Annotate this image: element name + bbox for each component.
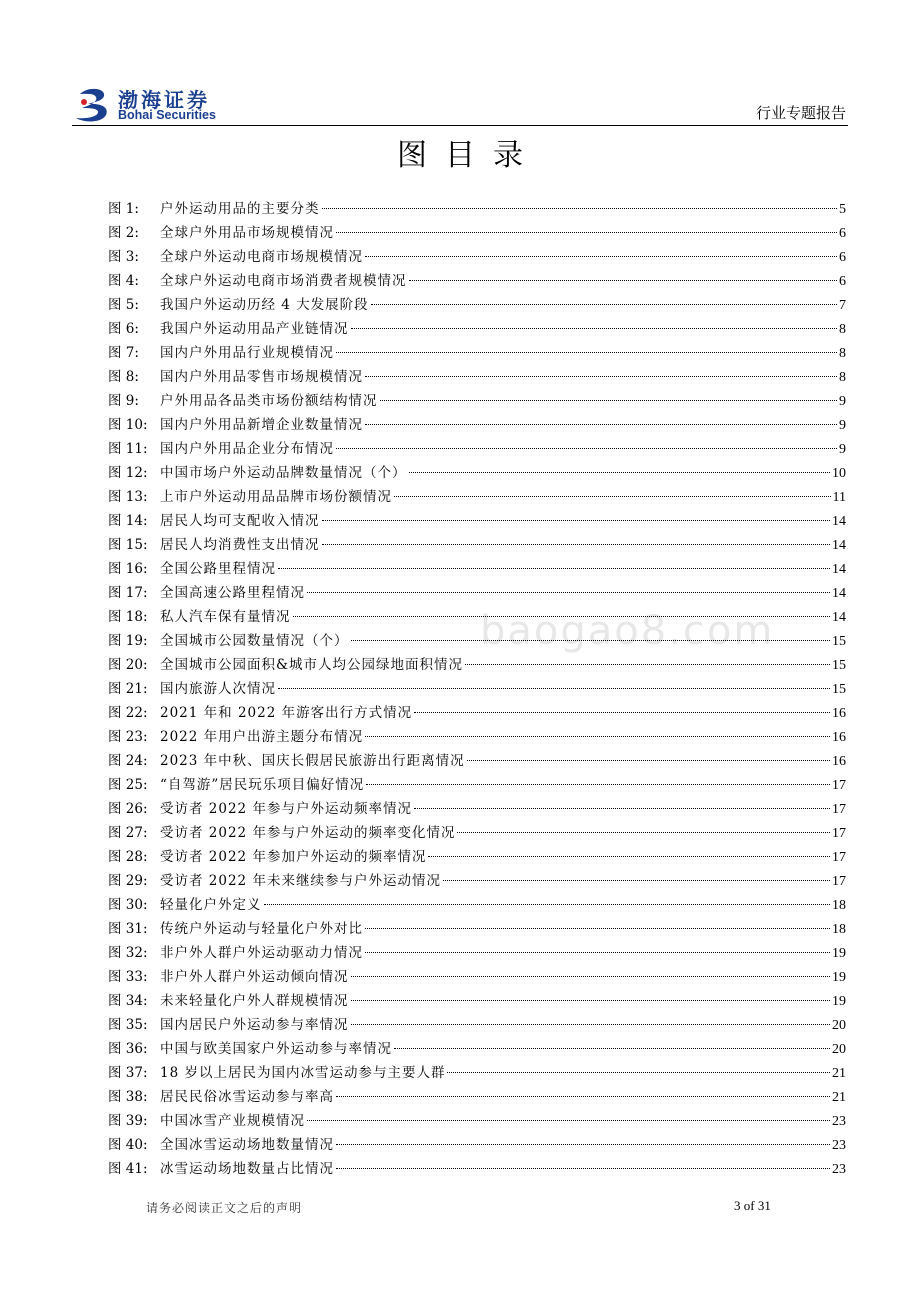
- toc-page-number: 14: [832, 514, 846, 529]
- toc-figure-number: 图 31:: [108, 921, 148, 937]
- toc-entry[interactable]: [108, 701, 846, 725]
- toc-leader-dots: [365, 736, 830, 737]
- toc-leader-dots: [278, 688, 830, 689]
- toc-entry[interactable]: [108, 893, 846, 917]
- toc-figure-number: 图 30:: [108, 897, 148, 913]
- toc-figure-number: 图 8:: [108, 369, 139, 385]
- toc-figure-number: 图 14:: [108, 513, 148, 529]
- toc-figure-title: 国内户外用品新增企业数量情况: [160, 417, 363, 433]
- toc-leader-dots: [365, 928, 830, 929]
- toc-entry[interactable]: [108, 821, 846, 845]
- toc-figure-title: 18 岁以上居民为国内冰雪运动参与主要人群: [160, 1065, 446, 1081]
- toc-figure-title: 传统户外运动与轻量化户外对比: [160, 921, 363, 937]
- toc-page-number: 15: [832, 658, 846, 673]
- toc-figure-title: 2022 年用户出游主题分布情况: [160, 729, 364, 745]
- header-divider: [72, 125, 848, 126]
- toc-entry[interactable]: [108, 317, 846, 341]
- toc-entry[interactable]: [108, 509, 846, 533]
- toc-page-number: 23: [832, 1138, 846, 1153]
- toc-entry[interactable]: [108, 365, 846, 389]
- toc-figure-number: 图 32:: [108, 945, 148, 961]
- toc-figure-number: 图 24:: [108, 753, 148, 769]
- toc-page-number: 16: [832, 730, 846, 745]
- toc-leader-dots: [336, 1096, 830, 1097]
- toc-leader-dots: [380, 400, 838, 401]
- toc-entry[interactable]: [108, 1085, 846, 1109]
- bohai-logo-icon: [74, 86, 114, 124]
- toc-leader-dots: [467, 760, 830, 761]
- toc-figure-title: 2021 年和 2022 年游客出行方式情况: [160, 705, 413, 721]
- toc-figure-number: 图 15:: [108, 537, 148, 553]
- toc-leader-dots: [336, 352, 837, 353]
- toc-entry[interactable]: [108, 341, 846, 365]
- toc-figure-title: 国内旅游人次情况: [160, 681, 276, 697]
- toc-entry[interactable]: [108, 413, 846, 437]
- toc-figure-title: 受访者 2022 年参与户外运动频率情况: [160, 801, 412, 817]
- report-type: 行业专题报告: [755, 104, 846, 122]
- toc-figure-number: 图 16:: [108, 561, 148, 577]
- toc-figure-number: 图 19:: [108, 633, 148, 649]
- toc-figure-title: 受访者 2022 年参与户外运动的频率变化情况: [160, 825, 456, 841]
- toc-page-number: 5: [839, 202, 846, 217]
- toc-entry[interactable]: [108, 797, 846, 821]
- toc-figure-number: 图 28:: [108, 849, 148, 865]
- toc-page-number: 8: [839, 370, 846, 385]
- toc-figure-number: 图 34:: [108, 993, 148, 1009]
- toc-figure-title: 冰雪运动场地数量占比情况: [160, 1161, 334, 1177]
- toc-page-number: 14: [832, 586, 846, 601]
- toc-figure-number: 图 33:: [108, 969, 148, 985]
- toc-leader-dots: [336, 1144, 830, 1145]
- toc-entry[interactable]: [108, 845, 846, 869]
- toc-figure-title: 我国户外运动历经 4 大发展阶段: [160, 297, 369, 313]
- toc-page-number: 8: [839, 322, 846, 337]
- toc-figure-number: 图 41:: [108, 1161, 148, 1177]
- toc-figure-number: 图 11:: [108, 441, 148, 457]
- toc-page-number: 9: [839, 394, 846, 409]
- toc-leader-dots: [351, 976, 831, 977]
- toc-page-number: 15: [832, 634, 846, 649]
- toc-entry[interactable]: [108, 581, 846, 605]
- toc-page-number: 19: [832, 994, 846, 1009]
- toc-leader-dots: [336, 232, 837, 233]
- toc-entry[interactable]: [108, 557, 846, 581]
- toc-figure-title: 全国城市公园数量情况（个）: [160, 633, 349, 649]
- toc-figure-number: 图 17:: [108, 585, 148, 601]
- toc-figure-number: 图 21:: [108, 681, 148, 697]
- toc-leader-dots: [293, 616, 831, 617]
- logo-english-name: Bohai Securities: [118, 108, 216, 122]
- toc-leader-dots: [371, 304, 837, 305]
- toc-leader-dots: [457, 832, 830, 833]
- toc-entry[interactable]: [108, 725, 846, 749]
- toc-entry[interactable]: [108, 485, 846, 509]
- toc-leader-dots: [428, 856, 830, 857]
- toc-entry[interactable]: [108, 1013, 846, 1037]
- toc-figure-title: 全国冰雪运动场地数量情况: [160, 1137, 334, 1153]
- toc-figure-number: 图 20:: [108, 657, 148, 673]
- toc-page-number: 8: [839, 346, 846, 361]
- toc-figure-title: 非户外人群户外运动倾向情况: [160, 969, 349, 985]
- page-header: [72, 80, 848, 128]
- toc-leader-dots: [322, 520, 831, 521]
- toc-leader-dots: [307, 1120, 830, 1121]
- toc-figure-number: 图 7:: [108, 345, 139, 361]
- toc-figure-title: 受访者 2022 年参加户外运动的频率情况: [160, 849, 427, 865]
- toc-entry[interactable]: [108, 629, 846, 653]
- page-title: 图目录: [397, 138, 541, 173]
- toc-entry[interactable]: [108, 677, 846, 701]
- toc-figure-title: 国内户外用品零售市场规模情况: [160, 369, 363, 385]
- toc-figure-number: 图 2:: [108, 225, 139, 241]
- toc-figure-title: 私人汽车保有量情况: [160, 609, 291, 625]
- toc-entry[interactable]: [108, 293, 846, 317]
- toc-figure-title: 居民民俗冰雪运动参与率高: [160, 1089, 334, 1105]
- toc-leader-dots: [322, 544, 831, 545]
- toc-figure-number: 图 26:: [108, 801, 148, 817]
- toc-entry[interactable]: [108, 989, 846, 1013]
- toc-page-number: 7: [839, 298, 846, 313]
- toc-figure-number: 图 23:: [108, 729, 148, 745]
- toc-entry[interactable]: [108, 749, 846, 773]
- toc-figure-title: 居民人均可支配收入情况: [160, 513, 320, 529]
- toc-figure-number: 图 18:: [108, 609, 148, 625]
- toc-leader-dots: [414, 712, 830, 713]
- page-number: 3 of 31: [734, 1198, 771, 1213]
- toc-figure-number: 图 39:: [108, 1113, 148, 1129]
- toc-figure-title: “自驾游”居民玩乐项目偏好情况: [160, 777, 365, 793]
- toc-figure-title: 未来轻量化户外人群规模情况: [160, 993, 349, 1009]
- toc-leader-dots: [465, 664, 830, 665]
- toc-page-number: 20: [832, 1018, 846, 1033]
- toc-leader-dots: [351, 640, 831, 641]
- toc-figure-title: 2023 年中秋、国庆长假居民旅游出行距离情况: [160, 753, 465, 769]
- toc-entry[interactable]: [108, 533, 846, 557]
- toc-page-number: 18: [832, 922, 846, 937]
- toc-page-number: 19: [832, 946, 846, 961]
- toc-leader-dots: [336, 448, 837, 449]
- toc-figure-number: 图 36:: [108, 1041, 148, 1057]
- toc-page-number: 15: [832, 682, 846, 697]
- toc-entry[interactable]: [108, 197, 846, 221]
- toc-figure-title: 全球户外运动电商市场消费者规模情况: [160, 273, 407, 289]
- toc-entry[interactable]: [108, 653, 846, 677]
- toc-page-number: 19: [832, 970, 846, 985]
- toc-figure-title: 国内户外用品行业规模情况: [160, 345, 334, 361]
- toc-page-number: 20: [832, 1042, 846, 1057]
- toc-page-number: 17: [832, 802, 846, 817]
- toc-figure-number: 图 27:: [108, 825, 148, 841]
- toc-entry[interactable]: [108, 245, 846, 269]
- toc-page-number: 23: [832, 1114, 846, 1129]
- toc-figure-number: 图 3:: [108, 249, 139, 265]
- toc-figure-number: 图 40:: [108, 1137, 148, 1153]
- toc-leader-dots: [447, 1072, 830, 1073]
- toc-figure-title: 全国公路里程情况: [160, 561, 276, 577]
- toc-entry[interactable]: [108, 269, 846, 293]
- toc-page-number: 14: [832, 562, 846, 577]
- toc-page-number: 6: [839, 226, 846, 241]
- toc-entry[interactable]: [108, 1037, 846, 1061]
- toc-figure-number: 图 35:: [108, 1017, 148, 1033]
- toc-leader-dots: [351, 1000, 831, 1001]
- toc-leader-dots: [365, 256, 837, 257]
- company-logo: [72, 80, 272, 128]
- toc-page-number: 14: [832, 610, 846, 625]
- toc-page-number: 11: [832, 490, 846, 505]
- toc-figure-title: 中国冰雪产业规模情况: [160, 1113, 305, 1129]
- toc-figure-number: 图 22:: [108, 705, 148, 721]
- toc-figure-title: 中国与欧美国家户外运动参与率情况: [160, 1041, 392, 1057]
- toc-figure-number: 图 25:: [108, 777, 148, 793]
- toc-entry[interactable]: [108, 461, 846, 485]
- toc-page-number: 17: [832, 874, 846, 889]
- toc-leader-dots: [322, 208, 838, 209]
- toc-page-number: 9: [839, 418, 846, 433]
- toc-figure-number: 图 5:: [108, 297, 139, 313]
- toc-entry[interactable]: [108, 221, 846, 245]
- toc-figure-title: 轻量化户外定义: [160, 897, 262, 913]
- toc-figure-number: 图 6:: [108, 321, 139, 337]
- toc-page-number: 10: [832, 466, 846, 481]
- toc-leader-dots: [307, 592, 830, 593]
- toc-leader-dots: [365, 952, 830, 953]
- toc-figure-title: 中国市场户外运动品牌数量情况（个）: [160, 465, 407, 481]
- toc-leader-dots: [366, 784, 830, 785]
- toc-figure-title: 全球户外用品市场规模情况: [160, 225, 334, 241]
- toc-figure-number: 图 4:: [108, 273, 139, 289]
- toc-figure-title: 全球户外运动电商市场规模情况: [160, 249, 363, 265]
- toc-leader-dots: [278, 568, 830, 569]
- toc-figure-number: 图 1:: [108, 201, 139, 217]
- toc-entry[interactable]: [108, 965, 846, 989]
- toc-page-number: 16: [832, 706, 846, 721]
- toc-page-number: 18: [832, 898, 846, 913]
- toc-figure-title: 非户外人群户外运动驱动力情况: [160, 945, 363, 961]
- toc-page-number: 6: [839, 250, 846, 265]
- toc-entry[interactable]: [108, 1109, 846, 1133]
- watermark: baogao8.com: [480, 608, 775, 654]
- toc-figure-title: 受访者 2022 年未来继续参与户外运动情况: [160, 873, 441, 889]
- toc-entry[interactable]: [108, 437, 846, 461]
- toc-page-number: 6: [839, 274, 846, 289]
- toc-leader-dots: [409, 472, 831, 473]
- toc-entry[interactable]: [108, 1157, 846, 1181]
- toc-page-number: 23: [832, 1162, 846, 1177]
- toc-figure-title: 国内居民户外运动参与率情况: [160, 1017, 349, 1033]
- toc-entry[interactable]: [108, 869, 846, 893]
- toc-figure-title: 户外运动用品的主要分类: [160, 201, 320, 217]
- toc-figure-number: 图 29:: [108, 873, 148, 889]
- logo-chinese-name: 渤海证券: [118, 88, 210, 112]
- toc-leader-dots: [394, 1048, 830, 1049]
- toc-leader-dots: [443, 880, 830, 881]
- toc-entry[interactable]: [108, 941, 846, 965]
- toc-page-number: 14: [832, 538, 846, 553]
- toc-entry[interactable]: [108, 605, 846, 629]
- toc-figure-title: 上市户外运动用品品牌市场份额情况: [160, 489, 392, 505]
- footer-disclaimer: 请务必阅读正文之后的声明: [146, 1201, 303, 1215]
- toc-leader-dots: [351, 1024, 831, 1025]
- toc-leader-dots: [409, 280, 838, 281]
- toc-leader-dots: [414, 808, 830, 809]
- toc-figure-title: 户外用品各品类市场份额结构情况: [160, 393, 378, 409]
- toc-entry[interactable]: [108, 917, 846, 941]
- toc-figure-number: 图 38:: [108, 1089, 148, 1105]
- toc-page-number: 17: [832, 778, 846, 793]
- toc-figure-title: 全国高速公路里程情况: [160, 585, 305, 601]
- toc-figure-title: 居民人均消费性支出情况: [160, 537, 320, 553]
- toc-page-number: 17: [832, 850, 846, 865]
- toc-leader-dots: [336, 1168, 830, 1169]
- toc-figure-title: 我国户外运动用品产业链情况: [160, 321, 349, 337]
- toc-page-number: 17: [832, 826, 846, 841]
- toc-entry[interactable]: [108, 773, 846, 797]
- toc-leader-dots: [394, 496, 831, 497]
- toc-figure-number: 图 9:: [108, 393, 139, 409]
- toc-entry[interactable]: [108, 1061, 846, 1085]
- toc-page-number: 21: [832, 1090, 846, 1105]
- figure-list: [108, 197, 846, 1181]
- toc-leader-dots: [365, 376, 837, 377]
- toc-page-number: 16: [832, 754, 846, 769]
- toc-figure-number: 图 10:: [108, 417, 148, 433]
- toc-figure-number: 图 13:: [108, 489, 148, 505]
- toc-leader-dots: [365, 424, 837, 425]
- toc-figure-title: 国内户外用品企业分布情况: [160, 441, 334, 457]
- toc-page-number: 9: [839, 442, 846, 457]
- toc-leader-dots: [351, 328, 838, 329]
- toc-entry[interactable]: [108, 1133, 846, 1157]
- toc-entry[interactable]: [108, 389, 846, 413]
- toc-page-number: 21: [832, 1066, 846, 1081]
- toc-leader-dots: [264, 904, 831, 905]
- toc-figure-title: 全国城市公园面积&城市人均公园绿地面积情况: [160, 657, 464, 673]
- toc-figure-number: 图 12:: [108, 465, 148, 481]
- toc-figure-number: 图 37:: [108, 1065, 148, 1081]
